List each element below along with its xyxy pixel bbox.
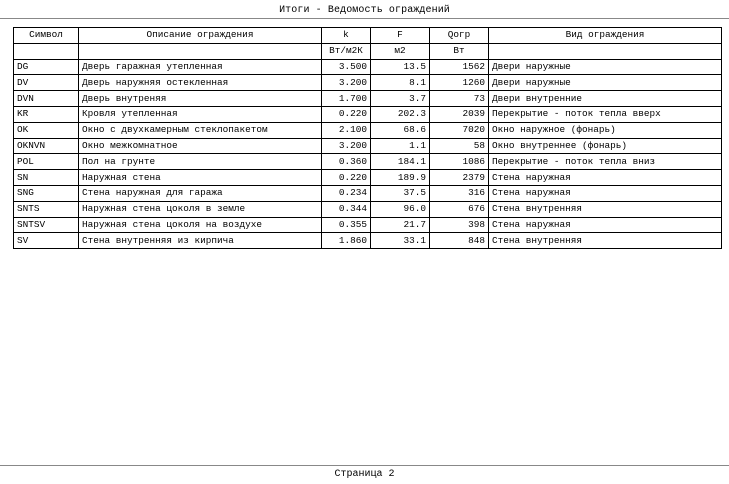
- cell-symbol: SNG: [14, 185, 79, 201]
- cell-k: 3.200: [322, 138, 371, 154]
- cell-f: 8.1: [371, 75, 430, 91]
- table-row: [14, 75, 722, 91]
- cell-k: 0.220: [322, 106, 371, 122]
- page-title: Итоги - Ведомость ограждений: [279, 5, 450, 16]
- cell-description: Дверь внутреняя: [79, 91, 322, 107]
- cell-description: Наружная стена: [79, 170, 322, 186]
- cell-symbol: DV: [14, 75, 79, 91]
- cell-symbol: DG: [14, 59, 79, 75]
- cell-f: 3.7: [371, 91, 430, 107]
- unit-k: Вт/м2К: [322, 43, 371, 59]
- cell-description: Пол на грунте: [79, 154, 322, 170]
- col-header-k: k: [322, 28, 371, 44]
- cell-description: Окно с двухкамерным стеклопакетом: [79, 122, 322, 138]
- cell-symbol: POL: [14, 154, 79, 170]
- cell-k: 0.234: [322, 185, 371, 201]
- units-cell-empty: [489, 43, 722, 59]
- cell-q: 676: [430, 201, 489, 217]
- table-row: [14, 122, 722, 138]
- cell-type: Двери наружные: [489, 75, 722, 91]
- table-row: [14, 138, 722, 154]
- cell-k: 1.860: [322, 233, 371, 249]
- cell-f: 202.3: [371, 106, 430, 122]
- table-header-row: [14, 28, 722, 44]
- footer-divider: [0, 465, 729, 466]
- col-header-type: Вид ограждения: [489, 28, 722, 44]
- cell-type: Стена наружная: [489, 217, 722, 233]
- cell-description: Кровля утепленная: [79, 106, 322, 122]
- cell-k: 1.700: [322, 91, 371, 107]
- unit-q: Вт: [430, 43, 489, 59]
- cell-k: 0.344: [322, 201, 371, 217]
- cell-f: 37.5: [371, 185, 430, 201]
- cell-q: 58: [430, 138, 489, 154]
- cell-k: 3.200: [322, 75, 371, 91]
- cell-type: Окно внутреннее (фонарь): [489, 138, 722, 154]
- table-row: [14, 106, 722, 122]
- cell-type: Перекрытие - поток тепла вверх: [489, 106, 722, 122]
- cell-k: 0.220: [322, 170, 371, 186]
- table-row: [14, 170, 722, 186]
- cell-symbol: OKNVN: [14, 138, 79, 154]
- cell-k: 2.100: [322, 122, 371, 138]
- cell-k: 3.500: [322, 59, 371, 75]
- table-row: [14, 201, 722, 217]
- page-number: Страница 2: [334, 469, 395, 480]
- col-header-description: Описание ограждения: [79, 28, 322, 44]
- header-divider: [0, 18, 729, 19]
- unit-f: м2: [371, 43, 430, 59]
- col-header-q: Qогр: [430, 28, 489, 44]
- table-row: [14, 185, 722, 201]
- cell-q: 2379: [430, 170, 489, 186]
- col-header-f: F: [371, 28, 430, 44]
- cell-type: Двери наружные: [489, 59, 722, 75]
- cell-symbol: SV: [14, 233, 79, 249]
- cell-f: 189.9: [371, 170, 430, 186]
- cell-q: 73: [430, 91, 489, 107]
- table-row: [14, 59, 722, 75]
- table-row: [14, 154, 722, 170]
- cell-type: Стена внутренняя: [489, 233, 722, 249]
- table-units-row: [14, 43, 722, 59]
- cell-q: 1562: [430, 59, 489, 75]
- cell-q: 7020: [430, 122, 489, 138]
- cell-q: 1260: [430, 75, 489, 91]
- cell-q: 398: [430, 217, 489, 233]
- table-row: [14, 233, 722, 249]
- units-cell-empty: [79, 43, 322, 59]
- cell-type: Двери внутренние: [489, 91, 722, 107]
- cell-description: Стена наружная для гаража: [79, 185, 322, 201]
- cell-description: Наружная стена цоколя в земле: [79, 201, 322, 217]
- cell-description: Дверь гаражная утепленная: [79, 59, 322, 75]
- cell-q: 848: [430, 233, 489, 249]
- cell-k: 0.360: [322, 154, 371, 170]
- cell-symbol: SNTS: [14, 201, 79, 217]
- cell-f: 184.1: [371, 154, 430, 170]
- cell-type: Перекрытие - поток тепла вниз: [489, 154, 722, 170]
- cell-q: 316: [430, 185, 489, 201]
- cell-symbol: OK: [14, 122, 79, 138]
- cell-q: 1086: [430, 154, 489, 170]
- cell-type: Стена внутренняя: [489, 201, 722, 217]
- cell-description: Стена внутренняя из кирпича: [79, 233, 322, 249]
- table-body: [14, 59, 722, 249]
- cell-type: Окно наружное (фонарь): [489, 122, 722, 138]
- cell-f: 96.0: [371, 201, 430, 217]
- cell-f: 21.7: [371, 217, 430, 233]
- table-row: [14, 91, 722, 107]
- cell-description: Дверь наружняя остекленная: [79, 75, 322, 91]
- col-header-symbol: Символ: [14, 28, 79, 44]
- cell-f: 33.1: [371, 233, 430, 249]
- cell-type: Стена наружная: [489, 185, 722, 201]
- cell-f: 13.5: [371, 59, 430, 75]
- cell-f: 68.6: [371, 122, 430, 138]
- cell-type: Стена наружная: [489, 170, 722, 186]
- cell-k: 0.355: [322, 217, 371, 233]
- cell-description: Наружная стена цоколя на воздухе: [79, 217, 322, 233]
- cell-symbol: SN: [14, 170, 79, 186]
- cell-f: 1.1: [371, 138, 430, 154]
- cell-q: 2039: [430, 106, 489, 122]
- units-cell-empty: [14, 43, 79, 59]
- cell-symbol: KR: [14, 106, 79, 122]
- cell-symbol: DVN: [14, 91, 79, 107]
- cell-symbol: SNTSV: [14, 217, 79, 233]
- enclosures-table: [13, 27, 722, 249]
- table-row: [14, 217, 722, 233]
- cell-description: Окно межкомнатное: [79, 138, 322, 154]
